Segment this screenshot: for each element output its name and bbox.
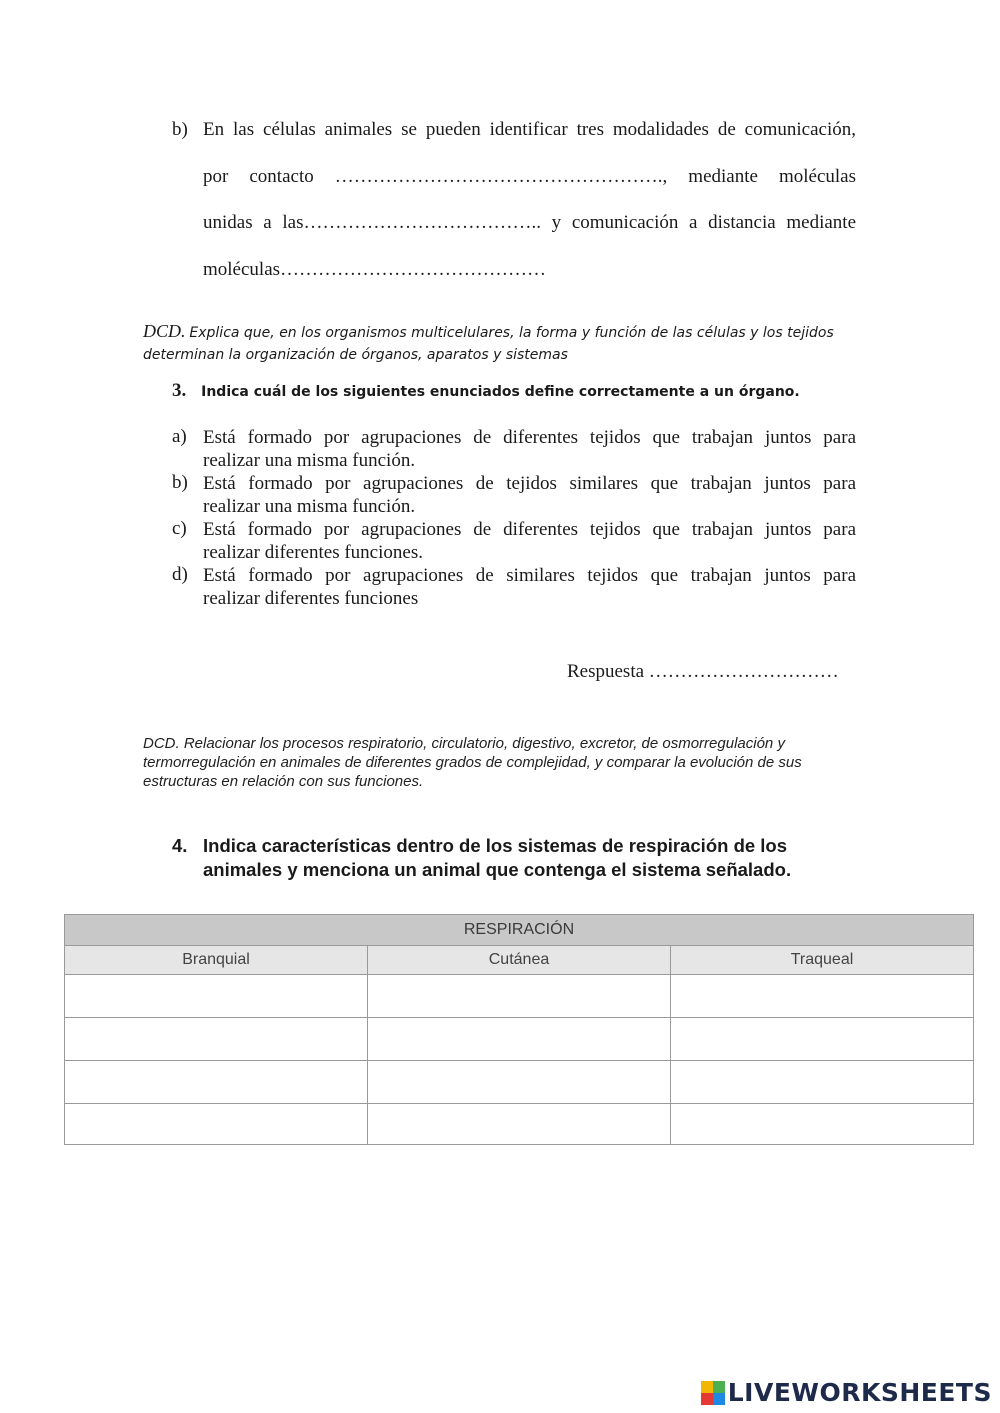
column-header-branquial: Branquial <box>65 946 368 975</box>
table-cell[interactable] <box>671 1018 974 1061</box>
table-cell[interactable] <box>65 1061 368 1104</box>
option-d-text <box>203 564 856 610</box>
column-header-cutanea: Cutánea <box>368 946 671 975</box>
question-3-heading <box>172 380 800 402</box>
table-cell[interactable] <box>368 1018 671 1061</box>
logo-square-icon <box>701 1381 713 1393</box>
q2-line-3: unidas a las……………………………….. y comunicación a distancia mediante <box>203 212 856 233</box>
question-4-text: Indica características dentro de los sistemas de respiración de los animales y menciona un animal que contenga el sistema señalado. <box>203 835 792 880</box>
table-row <box>65 1018 974 1061</box>
column-header-traqueal: Traqueal <box>671 946 974 975</box>
logo-square-icon <box>713 1393 725 1405</box>
option-d-line-1: Está formado por agrupaciones de similares tejidos que trabajan juntos para <box>203 565 856 586</box>
table-cell[interactable] <box>65 1018 368 1061</box>
option-c-label: c) <box>172 518 187 539</box>
q2-line-1: En las células animales se pueden identificar tres modalidades de comunicación, <box>203 119 856 140</box>
question-4-heading <box>172 834 862 882</box>
option-b-text <box>203 472 856 518</box>
table-row <box>65 1104 974 1145</box>
respiration-table <box>64 914 974 1145</box>
table-title: RESPIRACIÓN <box>65 915 974 946</box>
logo-mark-icon <box>701 1381 725 1405</box>
question-3-number: 3. <box>172 380 187 401</box>
q2-line-4: moléculas…………………………………… <box>203 259 547 280</box>
option-b-line-2: realizar una misma función. <box>203 496 416 517</box>
liveworksheets-logo <box>701 1378 992 1407</box>
option-c-line-1: Está formado por agrupaciones de diferentes tejidos que trabajan juntos para <box>203 519 856 540</box>
table-cell[interactable] <box>671 1061 974 1104</box>
logo-text: LIVEWORKSHEETS <box>727 1378 992 1407</box>
option-a-line-2: realizar una misma función. <box>203 450 416 471</box>
table-row <box>65 975 974 1018</box>
dcd-text: Explica que, en los organismos multicelulares, la forma y función de las células y los tejidos determinan la organización de órganos, aparatos y sistemas <box>143 325 834 363</box>
table-cell[interactable] <box>65 1104 368 1145</box>
logo-square-icon <box>713 1381 725 1393</box>
dcd-criterion-1 <box>143 320 859 366</box>
option-a-text <box>203 426 856 472</box>
q2-line-2: por contacto ……………………………………………., mediante moléculas <box>203 166 856 187</box>
table-cell[interactable] <box>65 975 368 1018</box>
question-3-text: Indica cuál de los siguientes enunciados define correctamente a un órgano. <box>201 384 800 400</box>
q2-item-label: b) <box>172 119 188 140</box>
option-a-line-1: Está formado por agrupaciones de diferentes tejidos que trabajan juntos para <box>203 427 856 448</box>
table-cell[interactable] <box>671 975 974 1018</box>
question-4-number: 4. <box>172 835 188 856</box>
table-cell[interactable] <box>368 975 671 1018</box>
option-c-line-2: realizar diferentes funciones. <box>203 542 423 563</box>
table-cell[interactable] <box>671 1104 974 1145</box>
dcd-criterion-2: DCD. Relacionar los procesos respiratorio, circulatorio, digestivo, excretor, de osmorregulación y termorregulación en animales de diferentes grados de complejidad, y comparar la evolución de sus estructuras en relación con sus funciones. <box>143 735 802 790</box>
option-c-text <box>203 518 856 564</box>
option-b-label: b) <box>172 472 188 493</box>
dcd-lead: DCD. <box>143 321 186 341</box>
logo-square-icon <box>701 1393 713 1405</box>
option-d-line-2: realizar diferentes funciones <box>203 588 419 609</box>
table-cell[interactable] <box>368 1061 671 1104</box>
option-b-line-1: Está formado por agrupaciones de tejidos similares que trabajan juntos para <box>203 473 856 494</box>
table-cell[interactable] <box>368 1104 671 1145</box>
option-d-label: d) <box>172 564 188 585</box>
answer-line[interactable]: Respuesta ………………………… <box>567 661 839 682</box>
table-row <box>65 1061 974 1104</box>
option-a-label: a) <box>172 426 187 447</box>
